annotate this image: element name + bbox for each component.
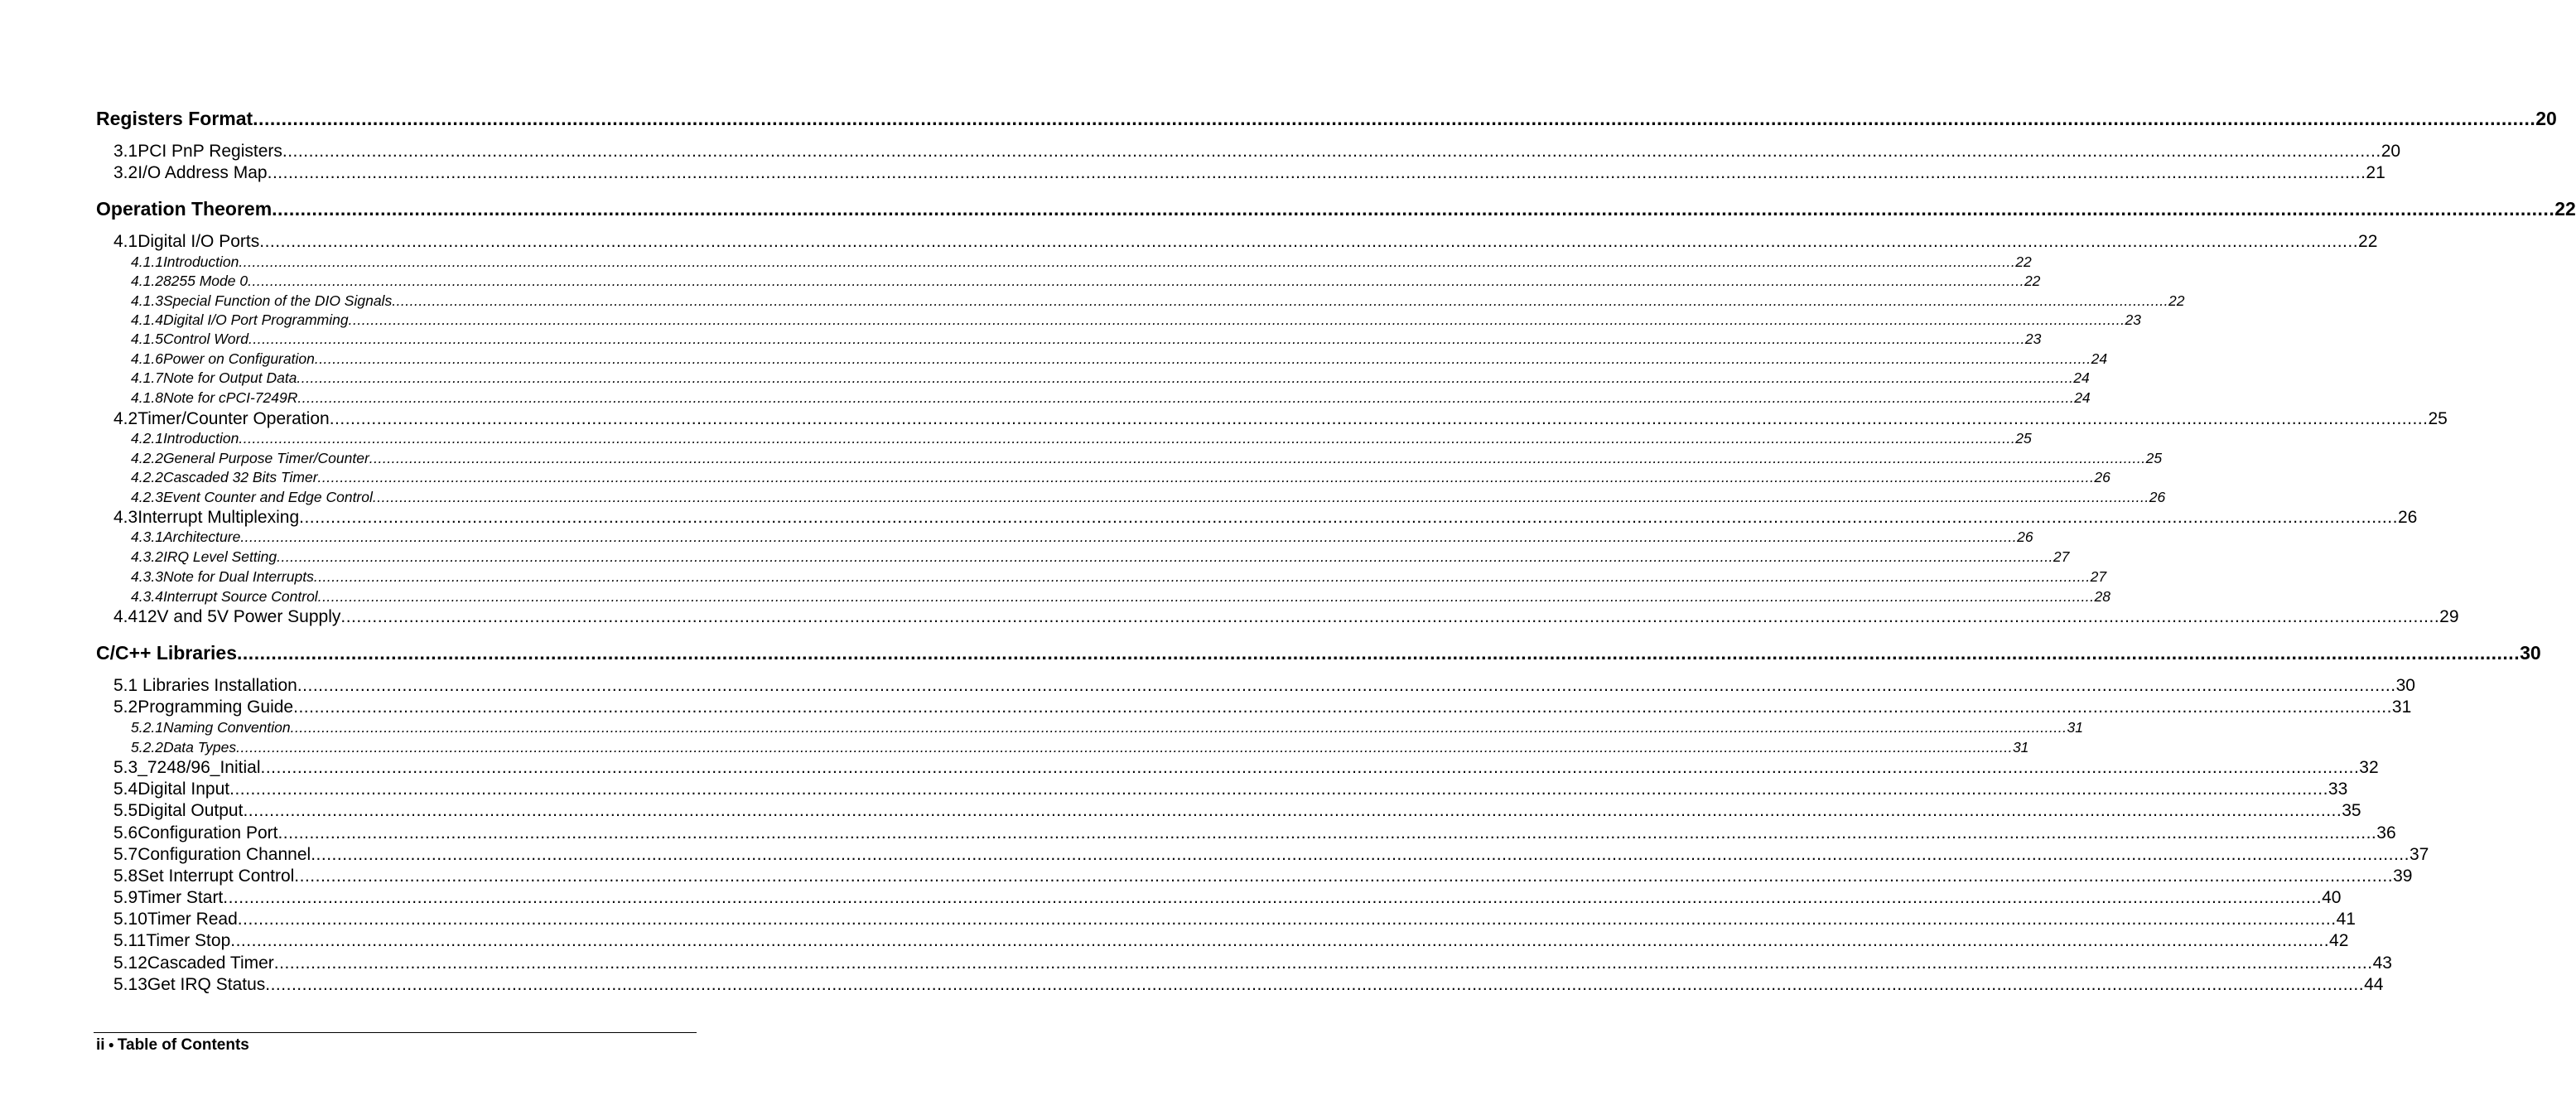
toc-entry-number: 5.8 [113,867,138,886]
toc-entry[interactable] [113,142,2401,163]
toc-entry-title: PCI PnP Registers [137,142,282,161]
toc-entry[interactable] [96,642,2541,667]
toc-entry-page: 22 [2168,292,2185,309]
toc-entry-page: 21 [2366,163,2385,182]
toc-dot-leader: ................................................................................................................................................................................................................................................................................................................................................................................................................ [223,888,2323,907]
toc-entry[interactable] [131,369,2090,389]
toc-dot-leader: ................................................................................................................................................................................................................................................................................................................................................................................................................ [265,975,2365,994]
toc-entry-number: 5.13 [113,975,147,994]
toc-entry-number: 5.2.1 [131,719,163,736]
toc-entry-number: 4.3.3 [131,568,163,585]
toc-dot-leader: ................................................................................................................................................................................................................................................................................................................................................................................................................ [259,232,2359,251]
toc-entry-number: 4.1.1 [131,253,163,270]
toc-entry-page: 31 [2067,719,2083,736]
toc-entry[interactable] [131,568,2107,587]
toc-entry-number: 4.2 [113,409,138,428]
toc-entry-title: Note for Output Data [162,369,297,386]
toc-dot-leader: ................................................................................................................................................................................................................................................................................................................................................................................................................ [299,508,2398,527]
toc-entry-number: 5.12 [113,953,147,973]
toc-entry[interactable] [113,910,2356,931]
toc-entry-title: Timer Stop [146,931,231,950]
toc-entry[interactable] [113,607,2459,629]
toc-entry-title: Special Function of the DIO Signals [162,292,393,309]
toc-dot-leader: ................................................................................................................................................................................................................................................................................................................................................................................................................ [369,450,2146,466]
toc-entry-title: Control Word [162,331,249,347]
toc-dot-leader: ................................................................................................................................................................................................................................................................................................................................................................................................................ [372,489,2149,505]
toc-dot-leader: ................................................................................................................................................................................................................................................................................................................................................................................................................ [282,142,2381,161]
toc-entry-title: Note for Dual Interrupts [162,568,314,585]
toc-entry[interactable] [113,845,2429,867]
toc-entry-title: Configuration Channel [137,845,311,864]
toc-entry-title: Event Counter and Edge Control [162,489,373,505]
toc-entry-number: 3.1 [113,142,138,161]
toc-dot-leader: ................................................................................................................................................................................................................................................................................................................................................................................................................ [297,389,2075,406]
toc-dot-leader: ................................................................................................................................................................................................................................................................................................................................................................................................................ [329,409,2429,428]
toc-entry-number: 4.1.7 [131,369,163,386]
toc-entry-page: 24 [2091,350,2108,367]
toc-entry[interactable] [131,469,2110,488]
toc-dot-leader: ................................................................................................................................................................................................................................................................................................................................................................................................................ [239,253,2016,270]
toc-entry-number: 4.3.4 [131,588,163,605]
toc-entry[interactable] [113,801,2361,823]
toc-dot-leader: ................................................................................................................................................................................................................................................................................................................................................................................................................ [273,953,2373,973]
toc-entry-page: 22 [2024,273,2041,289]
toc-dot-leader: ................................................................................................................................................................................................................................................................................................................................................................................................................ [317,469,2095,485]
toc-entry-number: 5.1 [113,676,138,695]
toc-entry-page: 30 [2520,642,2541,664]
toc-entry-number: 5.2.2 [131,739,163,756]
toc-entry-number: 4.4 [113,607,138,626]
toc-entry[interactable] [131,489,2166,508]
toc-dot-leader: ................................................................................................................................................................................................................................................................................................................................................................................................................ [267,163,2366,182]
toc-entry[interactable] [113,232,2378,253]
toc-dot-leader: ................................................................................................................................................................................................................................................................................................................................................................................................................ [243,801,2342,820]
toc-entry-number: 4.3.1 [131,529,163,545]
toc-entry-title: Timer Read [147,910,238,929]
toc-entry-title: Naming Convention [162,719,291,736]
toc-entry-page: 32 [2359,758,2379,777]
footer-rule [94,1032,697,1033]
toc-entry-number: 4.2.2 [131,469,163,485]
toc-entry-page: 31 [2391,698,2412,717]
toc-entry[interactable] [131,450,2163,469]
toc-entry-number: 4.1.3 [131,292,163,309]
toc-dot-leader: ................................................................................................................................................................................................................................................................................................................................................................................................................ [229,780,2328,799]
toc-entry-page: 26 [2094,469,2110,485]
toc-entry-title: Digital Output [137,801,244,820]
toc-entry-number: 3.2 [113,163,138,182]
toc-entry[interactable] [131,739,2029,758]
toc-entry-page: 28 [2094,588,2110,605]
toc-entry-number: 5.10 [113,910,147,929]
toc-entry-title: Interrupt Multiplexing [137,508,300,527]
toc-entry[interactable] [113,409,2448,431]
toc-entry-title: Set Interrupt Control [137,867,295,886]
toc-entry[interactable] [113,676,2415,698]
toc-dot-leader: ................................................................................................................................................................................................................................................................................................................................................................................................................ [237,910,2337,929]
toc-entry[interactable] [113,975,2384,997]
toc-entry-page: 29 [2439,607,2459,626]
toc-entry-title: Cascaded Timer [147,953,274,973]
toc-entry-number: 5.11 [113,931,147,950]
toc-entry-number: 4.2.2 [131,450,163,466]
toc-dot-leader: ................................................................................................................................................................................................................................................................................................................................................................................................................ [290,719,2067,736]
toc-entry-number: 4.3.2 [131,548,163,565]
toc-entry-number: 4.2.1 [131,430,163,447]
toc-entry-number: 4.1.2 [131,273,163,289]
toc-entry-number: 5.2 [113,698,138,717]
toc-entry[interactable] [113,888,2342,910]
toc-entry-title: Libraries Installation [137,676,297,695]
toc-entry-page: 26 [2397,508,2418,527]
toc-entry-title: 8255 Mode 0 [162,273,248,289]
toc-entry-page: 31 [2012,739,2029,756]
toc-entry[interactable] [113,758,2379,780]
toc-entry[interactable] [96,198,2576,223]
toc-entry-number: 5.7 [113,845,138,864]
toc-entry-title: _7248/96_Initial [137,758,261,777]
toc-entry-number: 5.6 [113,823,138,842]
toc-entry-page: 39 [2393,867,2413,886]
toc-entry-title: General Purpose Timer/Counter [162,450,369,466]
toc-entry-title: Data Types [162,739,237,756]
toc-entry-title: Cascaded 32 Bits Timer [162,469,318,485]
toc-entry-number: 5.4 [113,780,138,799]
toc-entry-number: 4.1.5 [131,331,163,347]
toc-entry[interactable] [131,588,2110,607]
toc-entry-number: 4.2.3 [131,489,163,505]
toc-entry-page: 27 [2053,548,2070,565]
toc-entry-page: 20 [2381,142,2401,161]
toc-entry-number: 4.1.4 [131,311,163,328]
toc-entry[interactable] [131,292,2185,311]
toc-entry[interactable] [113,867,2413,888]
toc-entry[interactable] [131,529,2033,548]
toc-dot-leader: ................................................................................................................................................................................................................................................................................................................................................................................................................ [248,331,2025,347]
toc-entry-page: 23 [2125,311,2141,328]
toc-entry-number: 4.1.6 [131,350,163,367]
toc-entry-page: 41 [2336,910,2356,929]
toc-entry-title: IRQ Level Setting [162,548,277,565]
toc-dot-leader: ................................................................................................................................................................................................................................................................................................................................................................................................................ [293,698,2392,717]
toc-entry[interactable] [131,331,2042,350]
footer-section-title: Table of Contents [117,1036,249,1054]
toc-dot-leader: ................................................................................................................................................................................................................................................................................................................................................................................................................ [253,108,2536,129]
toc-entry[interactable] [113,780,2348,801]
toc-entry-number: 4.1 [113,232,138,251]
toc-entry-title: 12V and 5V Power Supply [137,607,341,626]
toc-dot-leader: ................................................................................................................................................................................................................................................................................................................................................................................................................ [260,758,2360,777]
toc-entry-title: I/O Address Map [137,163,268,182]
toc-entry[interactable] [113,508,2418,529]
toc-dot-leader: ................................................................................................................................................................................................................................................................................................................................................................................................................ [314,350,2091,367]
toc-entry[interactable] [131,311,2141,331]
toc-entry-title: Interrupt Source Control [162,588,318,605]
page-footer [96,1036,249,1055]
footer-page-number: ii [96,1036,105,1054]
toc-entry-page: 22 [2554,198,2576,220]
toc-dot-leader: ................................................................................................................................................................................................................................................................................................................................................................................................................ [272,198,2555,220]
toc-dot-leader: ................................................................................................................................................................................................................................................................................................................................................................................................................ [277,823,2377,842]
toc-entry-title: Power on Configuration [162,350,315,367]
toc-entry-page: 20 [2535,108,2557,129]
toc-entry-page: 23 [2024,331,2042,347]
toc-entry-page: 35 [2342,801,2361,820]
toc-entry[interactable] [131,389,2091,408]
toc-entry[interactable] [131,430,2032,449]
toc-dot-leader: ................................................................................................................................................................................................................................................................................................................................................................................................................ [237,642,2521,664]
toc-entry-page: 26 [2149,489,2166,505]
toc-entry[interactable] [131,350,2108,369]
toc-entry-page: 22 [2015,253,2032,270]
toc-entry-title: Programming Guide [137,698,294,717]
toc-entry-page: 40 [2322,888,2342,907]
toc-entry-title: Digital Input [137,780,230,799]
toc-entry-page: 22 [2358,232,2378,251]
toc-dot-leader: ................................................................................................................................................................................................................................................................................................................................................................................................................ [248,273,2024,289]
toc-dot-leader: ................................................................................................................................................................................................................................................................................................................................................................................................................ [340,607,2440,626]
toc-entry-page: 42 [2329,931,2349,950]
toc-entry-page: 36 [2376,823,2396,842]
toc-entry-page: 44 [2364,975,2384,994]
toc-entry-page: 24 [2074,389,2091,406]
toc-entry-number: 5.9 [113,888,138,907]
toc-dot-leader: ................................................................................................................................................................................................................................................................................................................................................................................................................ [317,588,2095,605]
toc-entry-number: 5.5 [113,801,138,820]
toc-entry-page: 25 [2015,430,2032,447]
toc-entry-title: Note for cPCI-7249R [162,389,298,406]
toc-dot-leader: ................................................................................................................................................................................................................................................................................................................................................................................................................ [392,292,2169,309]
toc-entry-title: Introduction [162,430,239,447]
toc-entry-number: 4.3 [113,508,138,527]
toc-entry[interactable] [113,698,2412,719]
toc-entry-page: 33 [2328,780,2348,799]
toc-entry-title: C/C++ Libraries [96,642,238,664]
toc-entry[interactable] [131,273,2041,292]
toc-entry[interactable] [113,931,2349,953]
toc-entry[interactable] [131,719,2083,738]
toc-entry-title: Get IRQ Status [147,975,266,994]
toc-entry[interactable] [131,548,2070,567]
toc-dot-leader: ................................................................................................................................................................................................................................................................................................................................................................................................................ [297,676,2396,695]
toc-entry-title: Timer/Counter Operation [137,409,330,428]
toc-entry-page: 27 [2090,568,2107,585]
toc-entry-title: Configuration Port [137,823,278,842]
toc-entry-page: 37 [2409,845,2429,864]
toc-dot-leader: ................................................................................................................................................................................................................................................................................................................................................................................................................ [240,529,2018,545]
toc-entry[interactable] [96,108,2557,133]
toc-dot-leader: ................................................................................................................................................................................................................................................................................................................................................................................................................ [348,311,2125,328]
toc-dot-leader: ................................................................................................................................................................................................................................................................................................................................................................................................................ [236,739,2013,756]
toc-entry-title: Architecture [162,529,241,545]
bullet-icon: ● [108,1039,114,1050]
toc-entry-title: Timer Start [137,888,224,907]
toc-dot-leader: ................................................................................................................................................................................................................................................................................................................................................................................................................ [277,548,2053,565]
toc-entry[interactable] [113,823,2396,845]
toc-entry-page: 24 [2073,369,2090,386]
toc-entry[interactable] [113,953,2392,975]
toc-dot-leader: ................................................................................................................................................................................................................................................................................................................................................................................................................ [294,867,2394,886]
toc-entry[interactable] [113,163,2385,185]
toc-entry-title: Operation Theorem [96,198,273,220]
toc-entry[interactable] [131,253,2032,273]
toc-dot-leader: ................................................................................................................................................................................................................................................................................................................................................................................................................ [313,568,2091,585]
toc-entry-title: Digital I/O Ports [137,232,260,251]
toc-dot-leader: ................................................................................................................................................................................................................................................................................................................................................................................................................ [297,369,2074,386]
toc-dot-leader: ................................................................................................................................................................................................................................................................................................................................................................................................................ [311,845,2410,864]
toc-entry-number: 5.3 [113,758,138,777]
toc-entry-page: 26 [2017,529,2033,545]
toc-entry-title: Digital I/O Port Programming [162,311,349,328]
toc-entry-title: Introduction [162,253,239,270]
toc-entry-number: 4.1.8 [131,389,163,406]
toc-dot-leader: ................................................................................................................................................................................................................................................................................................................................................................................................................ [239,430,2016,447]
toc-entry-title: Registers Format [96,108,253,129]
toc-entry-page: 25 [2428,409,2448,428]
toc-entry-page: 43 [2372,953,2392,973]
toc-dot-leader: ................................................................................................................................................................................................................................................................................................................................................................................................................ [230,931,2330,950]
toc-entry-page: 30 [2395,676,2415,695]
toc-entry-page: 25 [2145,450,2163,466]
